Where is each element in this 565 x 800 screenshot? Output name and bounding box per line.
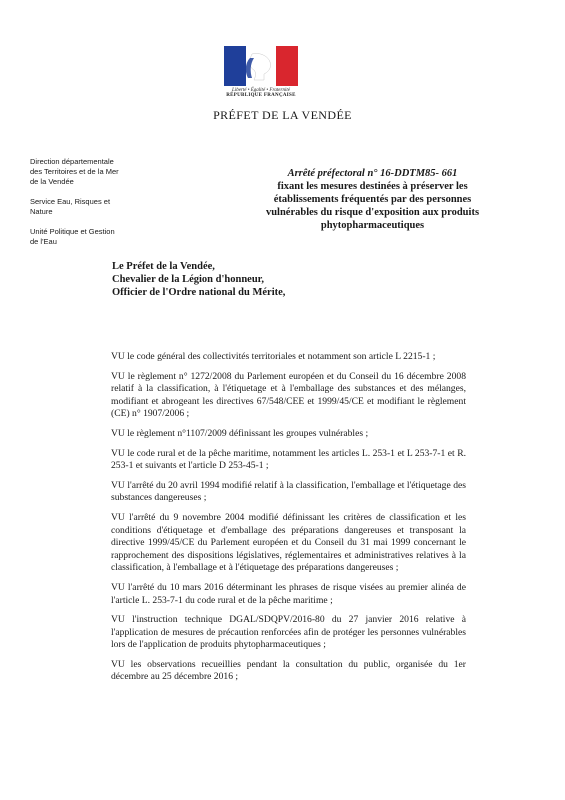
decree-subject: fixant les mesures destinées à préserver les établissements fréquentés par des personnes vulnérables du risque d'exposition aux produits phytopharmaceutiques [265,181,480,231]
unit-label: Unité Politique et Gestion de l'Eau [30,227,115,246]
vu-item: VU le règlement n°1107/2009 définissant les groupes vulnérables ; [111,427,369,439]
considerations-list [111,351,466,691]
decree-number: Arrêté préfectoral n° 16-DDTM85- 661 [287,168,458,179]
vu-item: VU l'arrêté du 9 novembre 2004 modifié définissant les critères de classification et les conditions d'étiquetage et d'emballage des préparations dangereuses et transposant la directive 1999/45/CE du Parlement européen et du Conseil du 31 mai 1999 concernant le rapprochement des dispositions législatives, réglementaires et administratives relatives à la classification, à l'emballage et à l'étiquetage des préparations dangereuses ; [111,511,466,574]
prefect-heading: PRÉFET DE LA VENDÉE [213,108,352,122]
decree-title [250,167,495,232]
french-flag-icon [224,46,298,86]
prefect-title-block [112,260,412,299]
vu-item: VU le règlement n° 1272/2008 du Parlement européen et du Conseil du 16 décembre 2008 relatif à la classification, à l'étiquetage et à l'emballage des substances et des mélanges, modifiant et abrogeant les directives 67/548/CEE et 1999/45/CE et modifiant le règlement (CE) n° 1907/2006 ; [111,370,466,420]
vu-item: VU le code rural et de la pêche maritime, notamment les articles L. 253-1 et L 253-7-1 et R. 253-1 et suivants et l'article D 253-45-1 ; [111,447,466,472]
vu-item: VU les observations recueillies pendant la consultation du public, organisée du 1er décembre au 25 décembre 2016 ; [111,658,466,683]
marianne-logo [222,46,300,98]
marianne-profile-icon [242,52,276,82]
motto: Liberté • Égalité • Fraternité [232,88,290,93]
direction-label: Direction départementale des Territoires et de la Mer de la Vendée [30,157,119,186]
prefect-name: Le Préfet de la Vendée, [112,261,215,272]
vu-item: VU le code général des collectivités territoriales et notamment son article L 2215-1 ; [111,351,436,362]
vu-item: VU l'instruction technique DGAL/SDQPV/2016-80 du 27 janvier 2016 relative à l'application de mesures de précaution renforcées afin de protéger les personnes vulnérables lors de l'application de produits phytopharmaceutiques ; [111,614,466,651]
prefect-honour-1: Chevalier de la Légion d'honneur, [112,274,264,285]
vu-item: VU l'arrêté du 20 avril 1994 modifié relatif à la classification, l'emballage et l'étiquetage des substances dangereuses ; [111,479,466,504]
vu-item: VU l'arrêté du 10 mars 2016 déterminant les phrases de risque visées au premier alinéa de l'article L. 253-7-1 du code rural et de la pêche maritime ; [111,581,466,606]
prefect-honour-2: Officier de l'Ordre national du Mérite, [112,287,286,298]
service-label: Service Eau, Risques et Nature [30,197,111,216]
republic-label: RÉPUBLIQUE FRANÇAISE [226,93,296,98]
issuing-service [30,157,125,257]
